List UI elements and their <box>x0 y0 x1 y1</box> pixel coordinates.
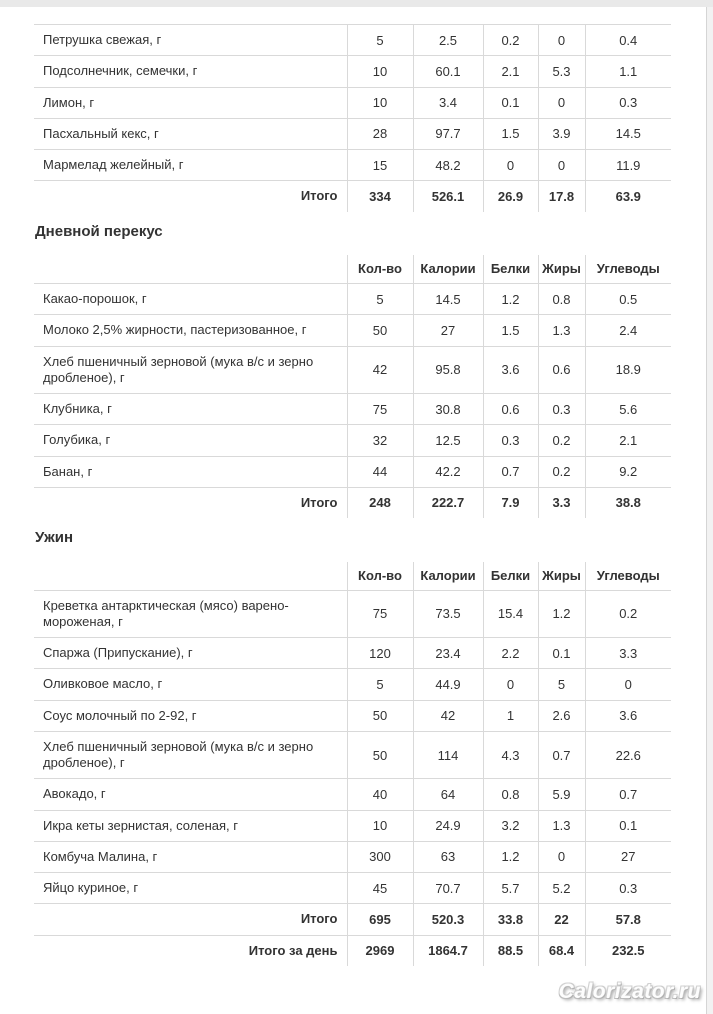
value-cell: 0.4 <box>585 25 671 56</box>
total-value-cell: 334 <box>347 181 413 212</box>
food-name-cell: Пасхальный кекс, г <box>34 118 347 149</box>
food-name-cell: Хлеб пшеничный зерновой (мука в/с и зерно дробленое), г <box>34 346 347 394</box>
value-cell: 5 <box>538 669 585 700</box>
value-cell: 75 <box>347 590 413 638</box>
table-row <box>34 456 671 487</box>
value-cell: 0.5 <box>585 284 671 315</box>
value-cell: 2.1 <box>483 56 538 87</box>
total-value-cell: 222.7 <box>413 487 483 518</box>
total-label: Итого <box>34 487 347 518</box>
column-header: Калории <box>413 255 483 284</box>
section-heading: Ужин <box>35 529 74 546</box>
food-name-cell: Оливковое масло, г <box>34 669 347 700</box>
value-cell: 10 <box>347 810 413 841</box>
value-cell: 50 <box>347 315 413 346</box>
value-cell: 0 <box>483 150 538 181</box>
table-row <box>34 425 671 456</box>
value-cell: 2.1 <box>585 425 671 456</box>
table-row <box>34 669 671 700</box>
value-cell: 0.3 <box>585 873 671 904</box>
value-cell: 1.5 <box>483 315 538 346</box>
value-cell: 30.8 <box>413 394 483 425</box>
food-name-cell: Голубика, г <box>34 425 347 456</box>
total-value-cell: 3.3 <box>538 487 585 518</box>
header-row <box>34 255 671 284</box>
total-value-cell: 63.9 <box>585 181 671 212</box>
value-cell: 0.3 <box>538 394 585 425</box>
value-cell: 0.8 <box>538 284 585 315</box>
food-name-cell: Креветка антарктическая (мясо) варено-мороженая, г <box>34 590 347 638</box>
column-header: Жиры <box>538 562 585 591</box>
column-header: Белки <box>483 255 538 284</box>
value-cell: 0.3 <box>585 87 671 118</box>
table-row <box>34 638 671 669</box>
value-cell: 0.7 <box>538 731 585 779</box>
value-cell: 11.9 <box>585 150 671 181</box>
table-row <box>34 700 671 731</box>
value-cell: 1.2 <box>483 841 538 872</box>
value-cell: 0 <box>538 150 585 181</box>
meal-diary-content <box>0 7 706 966</box>
total-value-cell: 17.8 <box>538 181 585 212</box>
value-cell: 1 <box>483 700 538 731</box>
total-value-cell: 22 <box>538 904 585 935</box>
value-cell: 23.4 <box>413 638 483 669</box>
value-cell: 5.9 <box>538 779 585 810</box>
food-name-cell: Банан, г <box>34 456 347 487</box>
total-value-cell: 68.4 <box>538 935 585 966</box>
table-row <box>34 150 671 181</box>
value-cell: 40 <box>347 779 413 810</box>
value-cell: 5 <box>347 25 413 56</box>
value-cell: 1.2 <box>483 284 538 315</box>
value-cell: 42.2 <box>413 456 483 487</box>
grand-total-row <box>34 935 671 966</box>
column-header: Кол-во <box>347 562 413 591</box>
value-cell: 0.2 <box>538 425 585 456</box>
food-name-cell: Подсолнечник, семечки, г <box>34 56 347 87</box>
value-cell: 5 <box>347 284 413 315</box>
column-header: Кол-во <box>347 255 413 284</box>
header-spacer-cell <box>34 562 347 591</box>
table-row <box>34 118 671 149</box>
value-cell: 2.4 <box>585 315 671 346</box>
food-name-cell: Какао-порошок, г <box>34 284 347 315</box>
total-value-cell: 33.8 <box>483 904 538 935</box>
value-cell: 5.3 <box>538 56 585 87</box>
table-row <box>34 779 671 810</box>
value-cell: 10 <box>347 56 413 87</box>
value-cell: 300 <box>347 841 413 872</box>
total-value-cell: 26.9 <box>483 181 538 212</box>
value-cell: 3.9 <box>538 118 585 149</box>
column-header: Углеводы <box>585 562 671 591</box>
value-cell: 2.2 <box>483 638 538 669</box>
total-value-cell: 526.1 <box>413 181 483 212</box>
column-header: Белки <box>483 562 538 591</box>
value-cell: 24.9 <box>413 810 483 841</box>
value-cell: 32 <box>347 425 413 456</box>
table-row <box>34 315 671 346</box>
value-cell: 14.5 <box>585 118 671 149</box>
food-name-cell: Яйцо куриное, г <box>34 873 347 904</box>
table-row <box>34 873 671 904</box>
value-cell: 5.6 <box>585 394 671 425</box>
value-cell: 48.2 <box>413 150 483 181</box>
value-cell: 0.7 <box>585 779 671 810</box>
table-row <box>34 841 671 872</box>
value-cell: 15.4 <box>483 590 538 638</box>
value-cell: 5 <box>347 669 413 700</box>
food-name-cell: Икра кеты зернистая, соленая, г <box>34 810 347 841</box>
total-value-cell: 695 <box>347 904 413 935</box>
table-row <box>34 731 671 779</box>
value-cell: 0 <box>538 25 585 56</box>
value-cell: 22.6 <box>585 731 671 779</box>
value-cell: 75 <box>347 394 413 425</box>
value-cell: 0.1 <box>538 638 585 669</box>
meal-table <box>34 562 671 966</box>
food-name-cell: Авокадо, г <box>34 779 347 810</box>
header-spacer-cell <box>34 255 347 284</box>
value-cell: 5.2 <box>538 873 585 904</box>
value-cell: 0.1 <box>585 810 671 841</box>
value-cell: 0.7 <box>483 456 538 487</box>
value-cell: 0 <box>585 669 671 700</box>
value-cell: 0.2 <box>538 456 585 487</box>
table-row <box>34 56 671 87</box>
value-cell: 63 <box>413 841 483 872</box>
value-cell: 0 <box>538 87 585 118</box>
value-cell: 114 <box>413 731 483 779</box>
value-cell: 1.5 <box>483 118 538 149</box>
total-value-cell: 1864.7 <box>413 935 483 966</box>
food-name-cell: Молоко 2,5% жирности, пастеризованное, г <box>34 315 347 346</box>
calorizator-watermark-logo: Calorizator.ru <box>558 980 701 1003</box>
value-cell: 3.6 <box>483 346 538 394</box>
value-cell: 14.5 <box>413 284 483 315</box>
value-cell: 73.5 <box>413 590 483 638</box>
table-row <box>34 810 671 841</box>
total-value-cell: 248 <box>347 487 413 518</box>
value-cell: 44.9 <box>413 669 483 700</box>
value-cell: 1.1 <box>585 56 671 87</box>
value-cell: 15 <box>347 150 413 181</box>
value-cell: 0.2 <box>483 25 538 56</box>
section-heading: Дневной перекус <box>35 222 163 240</box>
value-cell: 120 <box>347 638 413 669</box>
meal-table <box>34 24 671 212</box>
value-cell: 70.7 <box>413 873 483 904</box>
value-cell: 50 <box>347 731 413 779</box>
food-name-cell: Хлеб пшеничный зерновой (мука в/с и зерно дробленое), г <box>34 731 347 779</box>
meal-table <box>34 255 671 518</box>
top-strip <box>0 0 713 7</box>
value-cell: 0.8 <box>483 779 538 810</box>
value-cell: 3.4 <box>413 87 483 118</box>
value-cell: 28 <box>347 118 413 149</box>
food-name-cell: Лимон, г <box>34 87 347 118</box>
total-value-cell: 2969 <box>347 935 413 966</box>
value-cell: 27 <box>585 841 671 872</box>
value-cell: 5.7 <box>483 873 538 904</box>
total-row <box>34 487 671 518</box>
value-cell: 64 <box>413 779 483 810</box>
value-cell: 12.5 <box>413 425 483 456</box>
total-value-cell: 232.5 <box>585 935 671 966</box>
total-value-cell: 520.3 <box>413 904 483 935</box>
food-name-cell: Спаржа (Припускание), г <box>34 638 347 669</box>
total-row <box>34 904 671 935</box>
column-header: Калории <box>413 562 483 591</box>
food-name-cell: Мармелад желейный, г <box>34 150 347 181</box>
food-name-cell: Клубника, г <box>34 394 347 425</box>
value-cell: 0 <box>538 841 585 872</box>
header-row <box>34 562 671 591</box>
total-value-cell: 57.8 <box>585 904 671 935</box>
food-name-cell: Петрушка свежая, г <box>34 25 347 56</box>
total-value-cell: 7.9 <box>483 487 538 518</box>
value-cell: 2.6 <box>538 700 585 731</box>
value-cell: 45 <box>347 873 413 904</box>
table-row <box>34 25 671 56</box>
value-cell: 27 <box>413 315 483 346</box>
value-cell: 9.2 <box>585 456 671 487</box>
food-name-cell: Комбуча Малина, г <box>34 841 347 872</box>
value-cell: 0.3 <box>483 425 538 456</box>
page-right-edge <box>706 7 713 1014</box>
table-row <box>34 284 671 315</box>
value-cell: 2.5 <box>413 25 483 56</box>
total-label: Итого <box>34 904 347 935</box>
value-cell: 42 <box>413 700 483 731</box>
value-cell: 3.6 <box>585 700 671 731</box>
column-header: Жиры <box>538 255 585 284</box>
value-cell: 0.6 <box>538 346 585 394</box>
grand-total-label: Итого за день <box>34 935 347 966</box>
total-value-cell: 88.5 <box>483 935 538 966</box>
value-cell: 18.9 <box>585 346 671 394</box>
value-cell: 1.2 <box>538 590 585 638</box>
food-name-cell: Соус молочный по 2-92, г <box>34 700 347 731</box>
table-row <box>34 346 671 394</box>
total-value-cell: 38.8 <box>585 487 671 518</box>
value-cell: 0 <box>483 669 538 700</box>
value-cell: 50 <box>347 700 413 731</box>
value-cell: 10 <box>347 87 413 118</box>
table-row <box>34 394 671 425</box>
table-row <box>34 590 671 638</box>
value-cell: 97.7 <box>413 118 483 149</box>
value-cell: 60.1 <box>413 56 483 87</box>
column-header: Углеводы <box>585 255 671 284</box>
total-label: Итого <box>34 181 347 212</box>
value-cell: 0.6 <box>483 394 538 425</box>
value-cell: 42 <box>347 346 413 394</box>
value-cell: 44 <box>347 456 413 487</box>
value-cell: 0.2 <box>585 590 671 638</box>
total-row <box>34 181 671 212</box>
value-cell: 4.3 <box>483 731 538 779</box>
table-row <box>34 87 671 118</box>
value-cell: 3.2 <box>483 810 538 841</box>
value-cell: 1.3 <box>538 315 585 346</box>
value-cell: 1.3 <box>538 810 585 841</box>
value-cell: 95.8 <box>413 346 483 394</box>
value-cell: 3.3 <box>585 638 671 669</box>
value-cell: 0.1 <box>483 87 538 118</box>
